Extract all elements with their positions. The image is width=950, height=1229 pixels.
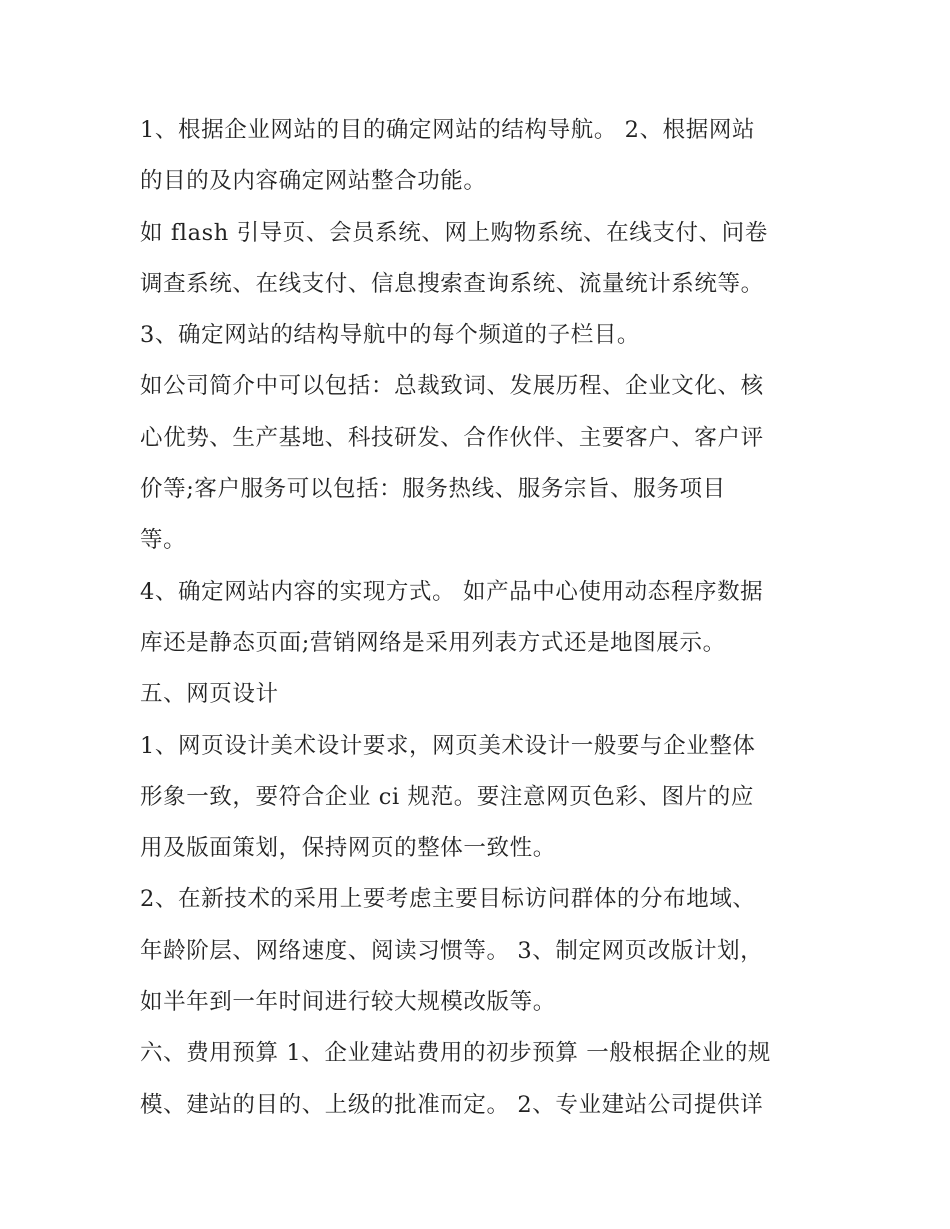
text-line: 形象一致，要符合企业 ci 规范。要注意网页色彩、图片的应	[140, 783, 755, 810]
text-line: 3、确定网站的结构导航中的每个频道的子栏目。	[140, 322, 641, 349]
text-line: 如 flash 引导页、会员系统、网上购物系统、在线支付、问卷	[140, 219, 768, 246]
section-heading: 五、网页设计	[140, 681, 279, 708]
text-line: 4、确定网站内容的实现方式。 如产品中心使用动态程序数据	[140, 578, 764, 605]
text-line: 如公司简介中可以包括：总裁致词、发展历程、企业文化、核	[140, 373, 764, 400]
text-line: 等。	[140, 527, 187, 554]
text-line: 六、费用预算 1、企业建站费用的初步预算 一般根据企业的规	[140, 1040, 772, 1067]
text-line: 用及版面策划，保持网页的整体一致性。	[140, 835, 556, 862]
text-line: 1、网页设计美术设计要求，网页美术设计一般要与企业整体	[140, 732, 756, 759]
text-line: 1、根据企业网站的目的确定网站的结构导航。 2、根据网站	[140, 117, 756, 143]
text-line: 模、建站的目的、上级的批准而定。 2、专业建站公司提供详	[140, 1091, 764, 1118]
text-line: 库还是静态页面;营销网络是采用列表方式还是地图展示。	[140, 629, 726, 656]
text-line: 年龄阶层、网络速度、阅读习惯等。 3、制定网页改版计划，	[140, 937, 764, 964]
text-line: 价等;客户服务可以包括：服务热线、服务宗旨、服务项目	[140, 476, 726, 503]
text-line: 调查系统、在线支付、信息搜索查询系统、流量统计系统等。	[140, 270, 764, 297]
text-line: 2、在新技术的采用上要考虑主要目标访问群体的分布地域、	[140, 886, 756, 913]
document-body	[140, 105, 820, 1131]
text-line: 心优势、生产基地、科技研发、合作伙伴、主要客户、客户评	[140, 424, 764, 451]
text-line: 的目的及内容确定网站整合功能。	[140, 168, 487, 195]
text-line: 如半年到一年时间进行较大规模改版等。	[140, 989, 556, 1016]
